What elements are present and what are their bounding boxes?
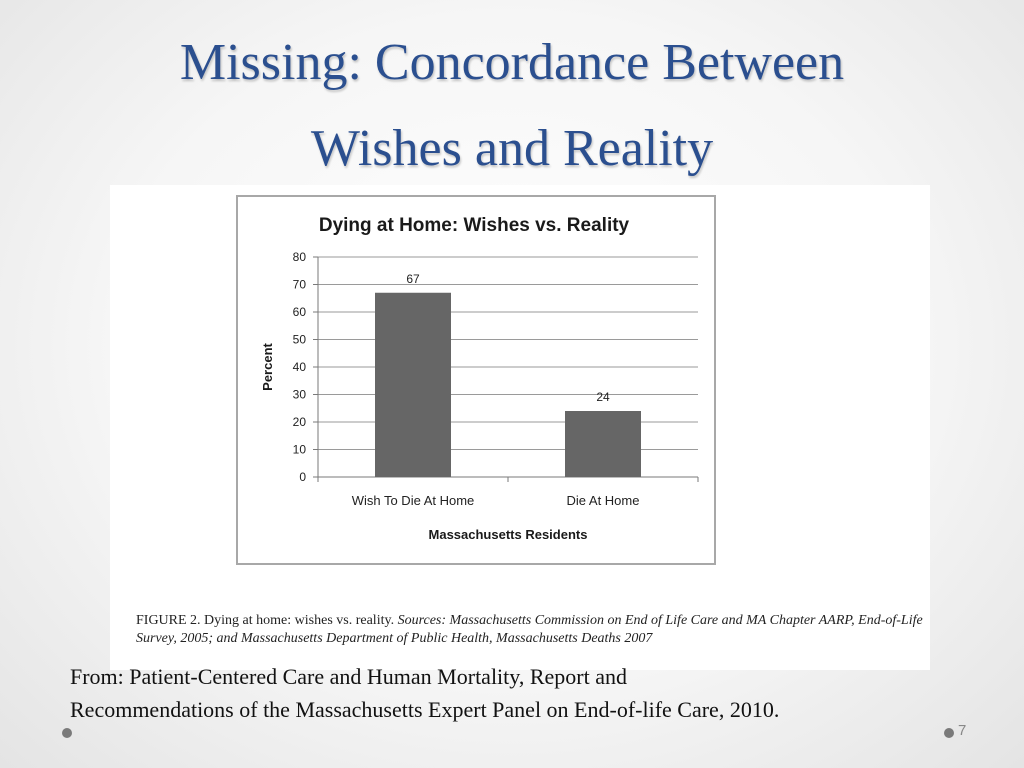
figure-panel xyxy=(110,185,930,670)
y-tick-label: 10 xyxy=(292,442,306,457)
figure-caption xyxy=(136,612,926,648)
figure-caption-lead: FIGURE 2. Dying at home: wishes vs. reality. xyxy=(136,613,398,628)
source-citation-line-1: From: Patient-Centered Care and Human Mortality, Report and xyxy=(70,664,627,689)
y-tick-label: 60 xyxy=(292,305,306,319)
source-citation xyxy=(70,660,990,726)
data-label: 67 xyxy=(406,271,420,286)
chart-title: Dying at Home: Wishes vs. Reality xyxy=(318,215,630,236)
y-tick-label: 20 xyxy=(292,415,306,429)
x-tick-label: Die At Home xyxy=(566,493,640,508)
x-tick-label: Wish To Die At Home xyxy=(351,493,475,508)
y-axis-label: Percent xyxy=(260,343,275,391)
footer-dot-left xyxy=(62,728,72,738)
bar xyxy=(375,293,451,477)
y-tick-label: 70 xyxy=(292,277,306,292)
slide-title-line-2: Wishes and Reality xyxy=(310,120,714,177)
chart-frame xyxy=(236,195,716,565)
footer-dot-right xyxy=(944,728,954,738)
bar xyxy=(565,411,641,477)
y-tick-label: 40 xyxy=(292,360,306,374)
figure-caption-sources: Sources: Massachusetts Commission on End of Life Care and MA Chapter AARP, End-of-Life Survey, 2005; and Massachusetts Department of Public Health, Massachusetts Deaths 2007 xyxy=(136,613,923,646)
y-tick-label: 50 xyxy=(292,332,306,347)
y-tick-label: 30 xyxy=(292,387,306,402)
page-number: 7 xyxy=(958,722,967,739)
slide-title-line-1: Missing: Concordance Between xyxy=(179,34,845,91)
bar-chart xyxy=(238,197,714,563)
data-label: 24 xyxy=(596,390,610,404)
x-axis-label: Massachusetts Residents xyxy=(428,527,588,542)
source-citation-line-2: Recommendations of the Massachusetts Expert Panel on End-of-life Care, 2010. xyxy=(70,697,780,722)
y-tick-label: 0 xyxy=(299,470,306,484)
slide-title xyxy=(0,20,1024,192)
y-tick-label: 80 xyxy=(292,250,306,264)
